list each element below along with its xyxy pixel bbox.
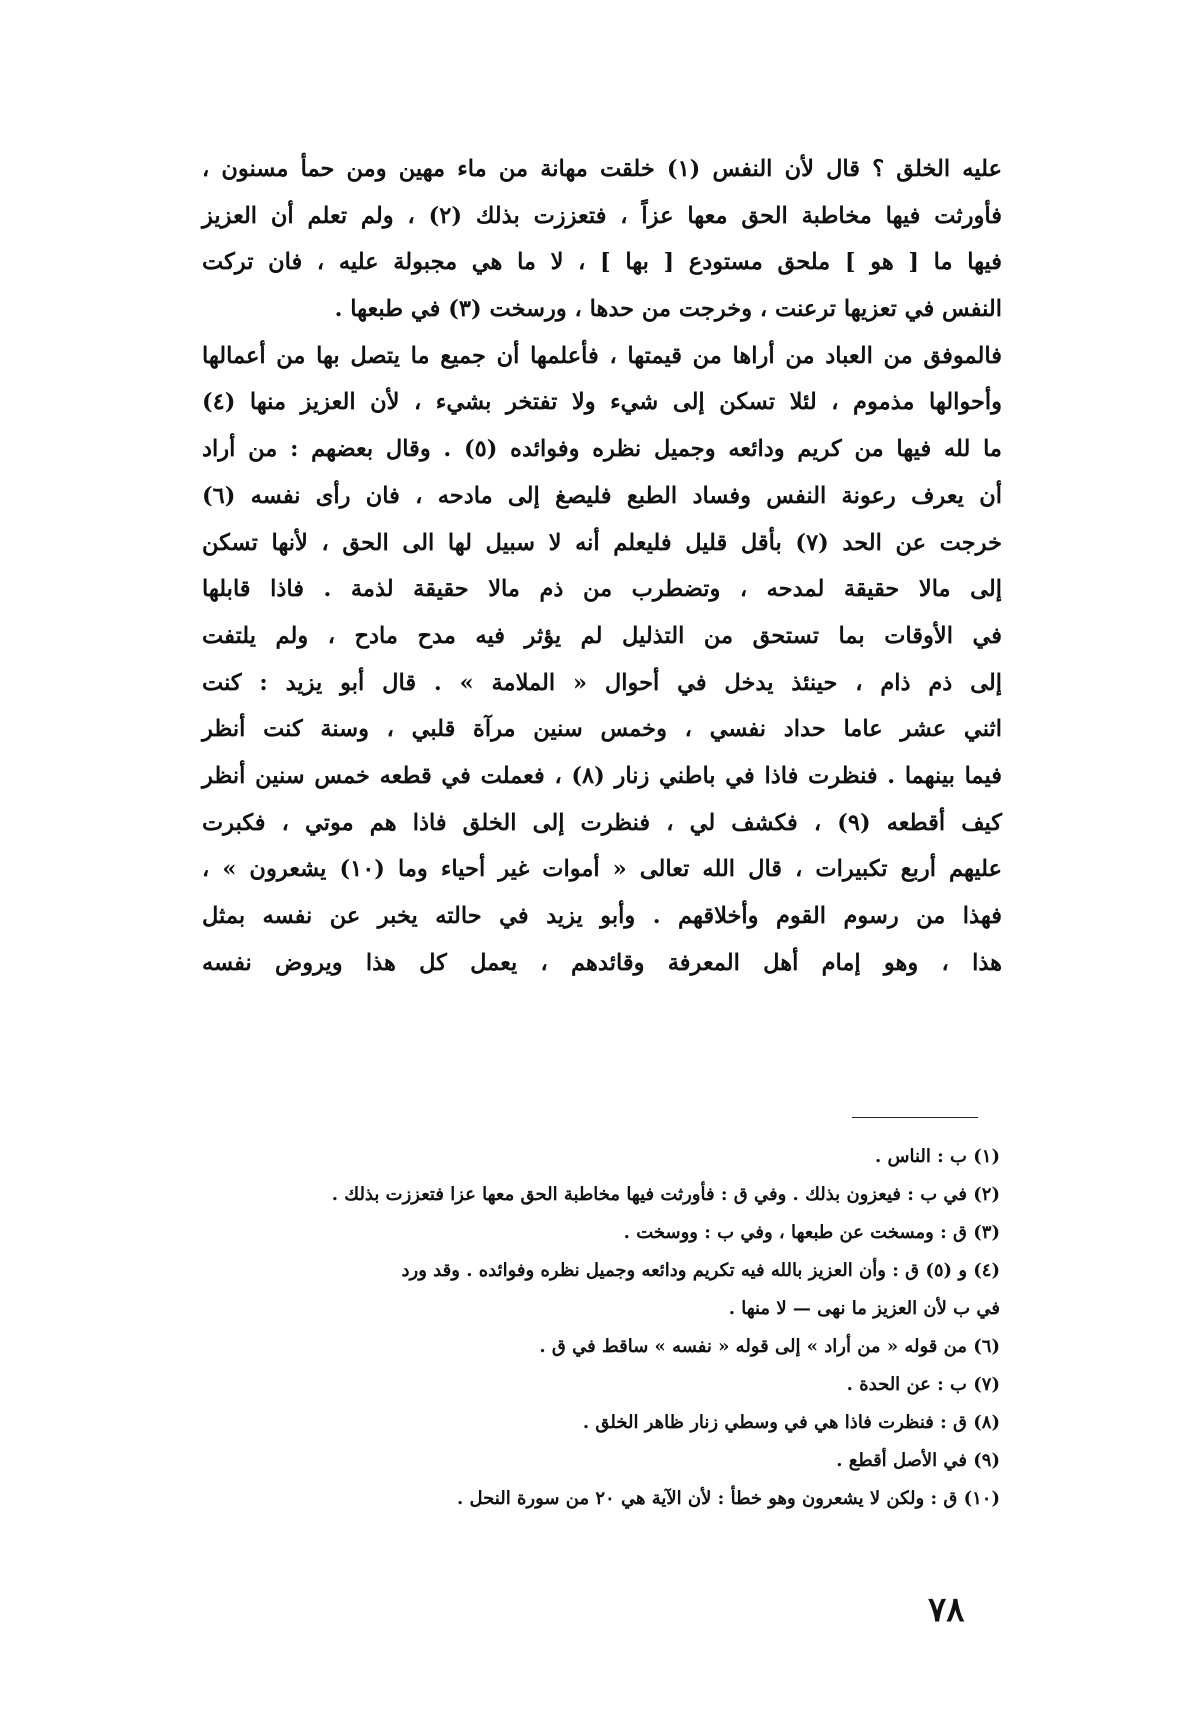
footnotes [200, 1138, 1000, 1518]
text-line: فيها ما [ هو ] ملحق مستودع [ بها ] ، لا ما هي مجبولة عليه ، فان تركت [202, 249, 1002, 276]
text-line: أن يعرف رعونة النفس وفساد الطبع فليصغ إلى مادحه ، فان رأى نفسه (٦) [202, 482, 1002, 509]
text-line: اثني عشر عاما حداد نفسي ، وخمس سنين مرآة قلبي ، وسنة كنت أنظر [202, 716, 1002, 743]
text-line: في الأوقات بما تستحق من التذليل لم يؤثر فيه مدح مادح ، ولم يلتفت [202, 622, 1002, 649]
text-line: فالموفق من العباد من أراها من قيمتها ، فأعلمها أن جميع ما يتصل بها من أعمالها [202, 342, 1002, 369]
footnote: (٩) في الأصل أقطع . [836, 1450, 1000, 1471]
text-line: هذا ، وهو إمام أهل المعرفة وقائدهم ، يعمل كل هذا ويروض نفسه [202, 949, 1002, 976]
footnote: (١) ب : الناس . [874, 1146, 1000, 1167]
page-number: ٧٨ [928, 1590, 965, 1630]
footnote: (٨) ق : فنظرت فاذا هي في وسطي زنار ظاهر الخلق . [582, 1412, 1000, 1433]
text-line: فهذا من رسوم القوم وأخلاقهم . وأبو يزيد في حالته يخبر عن نفسه بمثل [202, 903, 1002, 929]
footnote: (٣) ق : ومسخت عن طبعها ، وفي ب : ووسخت . [623, 1222, 1000, 1243]
footnote: (١٠) ق : ولكن لا يشعرون وهو خطأ : لأن الآية هي ٢٠ من سورة النحل . [457, 1488, 1000, 1509]
footnote: (٢) في ب : فيعزون بذلك . وفي ق : فأورثت فيها مخاطبة الحق معها عزا فتعززت بذلك . [331, 1184, 1000, 1205]
text-line: وأحوالها مذموم ، لئلا تسكن إلى شيء ولا تفتخر بشيء ، لأن العزيز منها (٤) [202, 389, 1002, 416]
text-line: فيما بينهما . فنظرت فاذا في باطني زنار (٨) ، فعملت في قطعه خمس سنين أنظر [202, 762, 1002, 789]
footnote: (٦) من قوله « من أراد » إلى قوله « نفسه » ساقط في ق . [539, 1336, 1000, 1357]
footnote: (٧) ب : عن الحدة . [846, 1374, 1000, 1395]
text-line: كيف أقطعه (٩) ، فكشف لي ، فنظرت إلى الخلق فاذا هم موتي ، فكبرت [202, 809, 1002, 836]
text-line: عليهم أربع تكبيرات ، قال الله تعالى « أموات غير أحياء وما (١٠) يشعرون » ، [202, 856, 1003, 883]
text-line: النفس في تعزيها ترعنت ، وخرجت من حدها ، ورسخت (٣) في طبعها . [334, 296, 1002, 323]
footnote-separator [852, 1117, 978, 1118]
text-line: إلى مالا حقيقة لمدحه ، وتضطرب من ذم مالا حقيقة لذمة . فاذا قابلها [202, 576, 1002, 603]
text-line: عليه الخلق ؟ قال لأن النفس (١) خلقت مهانة من ماء مهين ومن حمأ مسنون ، [202, 156, 1003, 182]
text-line: فأورثت فيها مخاطبة الحق معها عزاً ، فتعززت بذلك (٢) ، ولم تعلم أن العزيز [202, 202, 1002, 229]
footnote: (٤) و (٥) ق : وأن العزيز بالله فيه تكريم ودائعه وجميل نظره وفوائده . وقد ورد [401, 1260, 1000, 1281]
text-line: خرجت عن الحد (٧) بأقل قليل فليعلم أنه لا سبيل لها الى الحق ، لأنها تسكن [202, 529, 1002, 556]
main-text [202, 146, 1002, 986]
text-line: إلى ذم ذام ، حينئذ يدخل في أحوال « الملامة » . قال أبو يزيد : كنت [202, 669, 1002, 696]
footnote: في ب لأن العزيز ما نهى — لا منها . [728, 1298, 1000, 1319]
text-line: ما لله فيها من كريم ودائعه وجميل نظره وفوائده (٥) . وقال بعضهم : من أراد [202, 436, 1002, 463]
